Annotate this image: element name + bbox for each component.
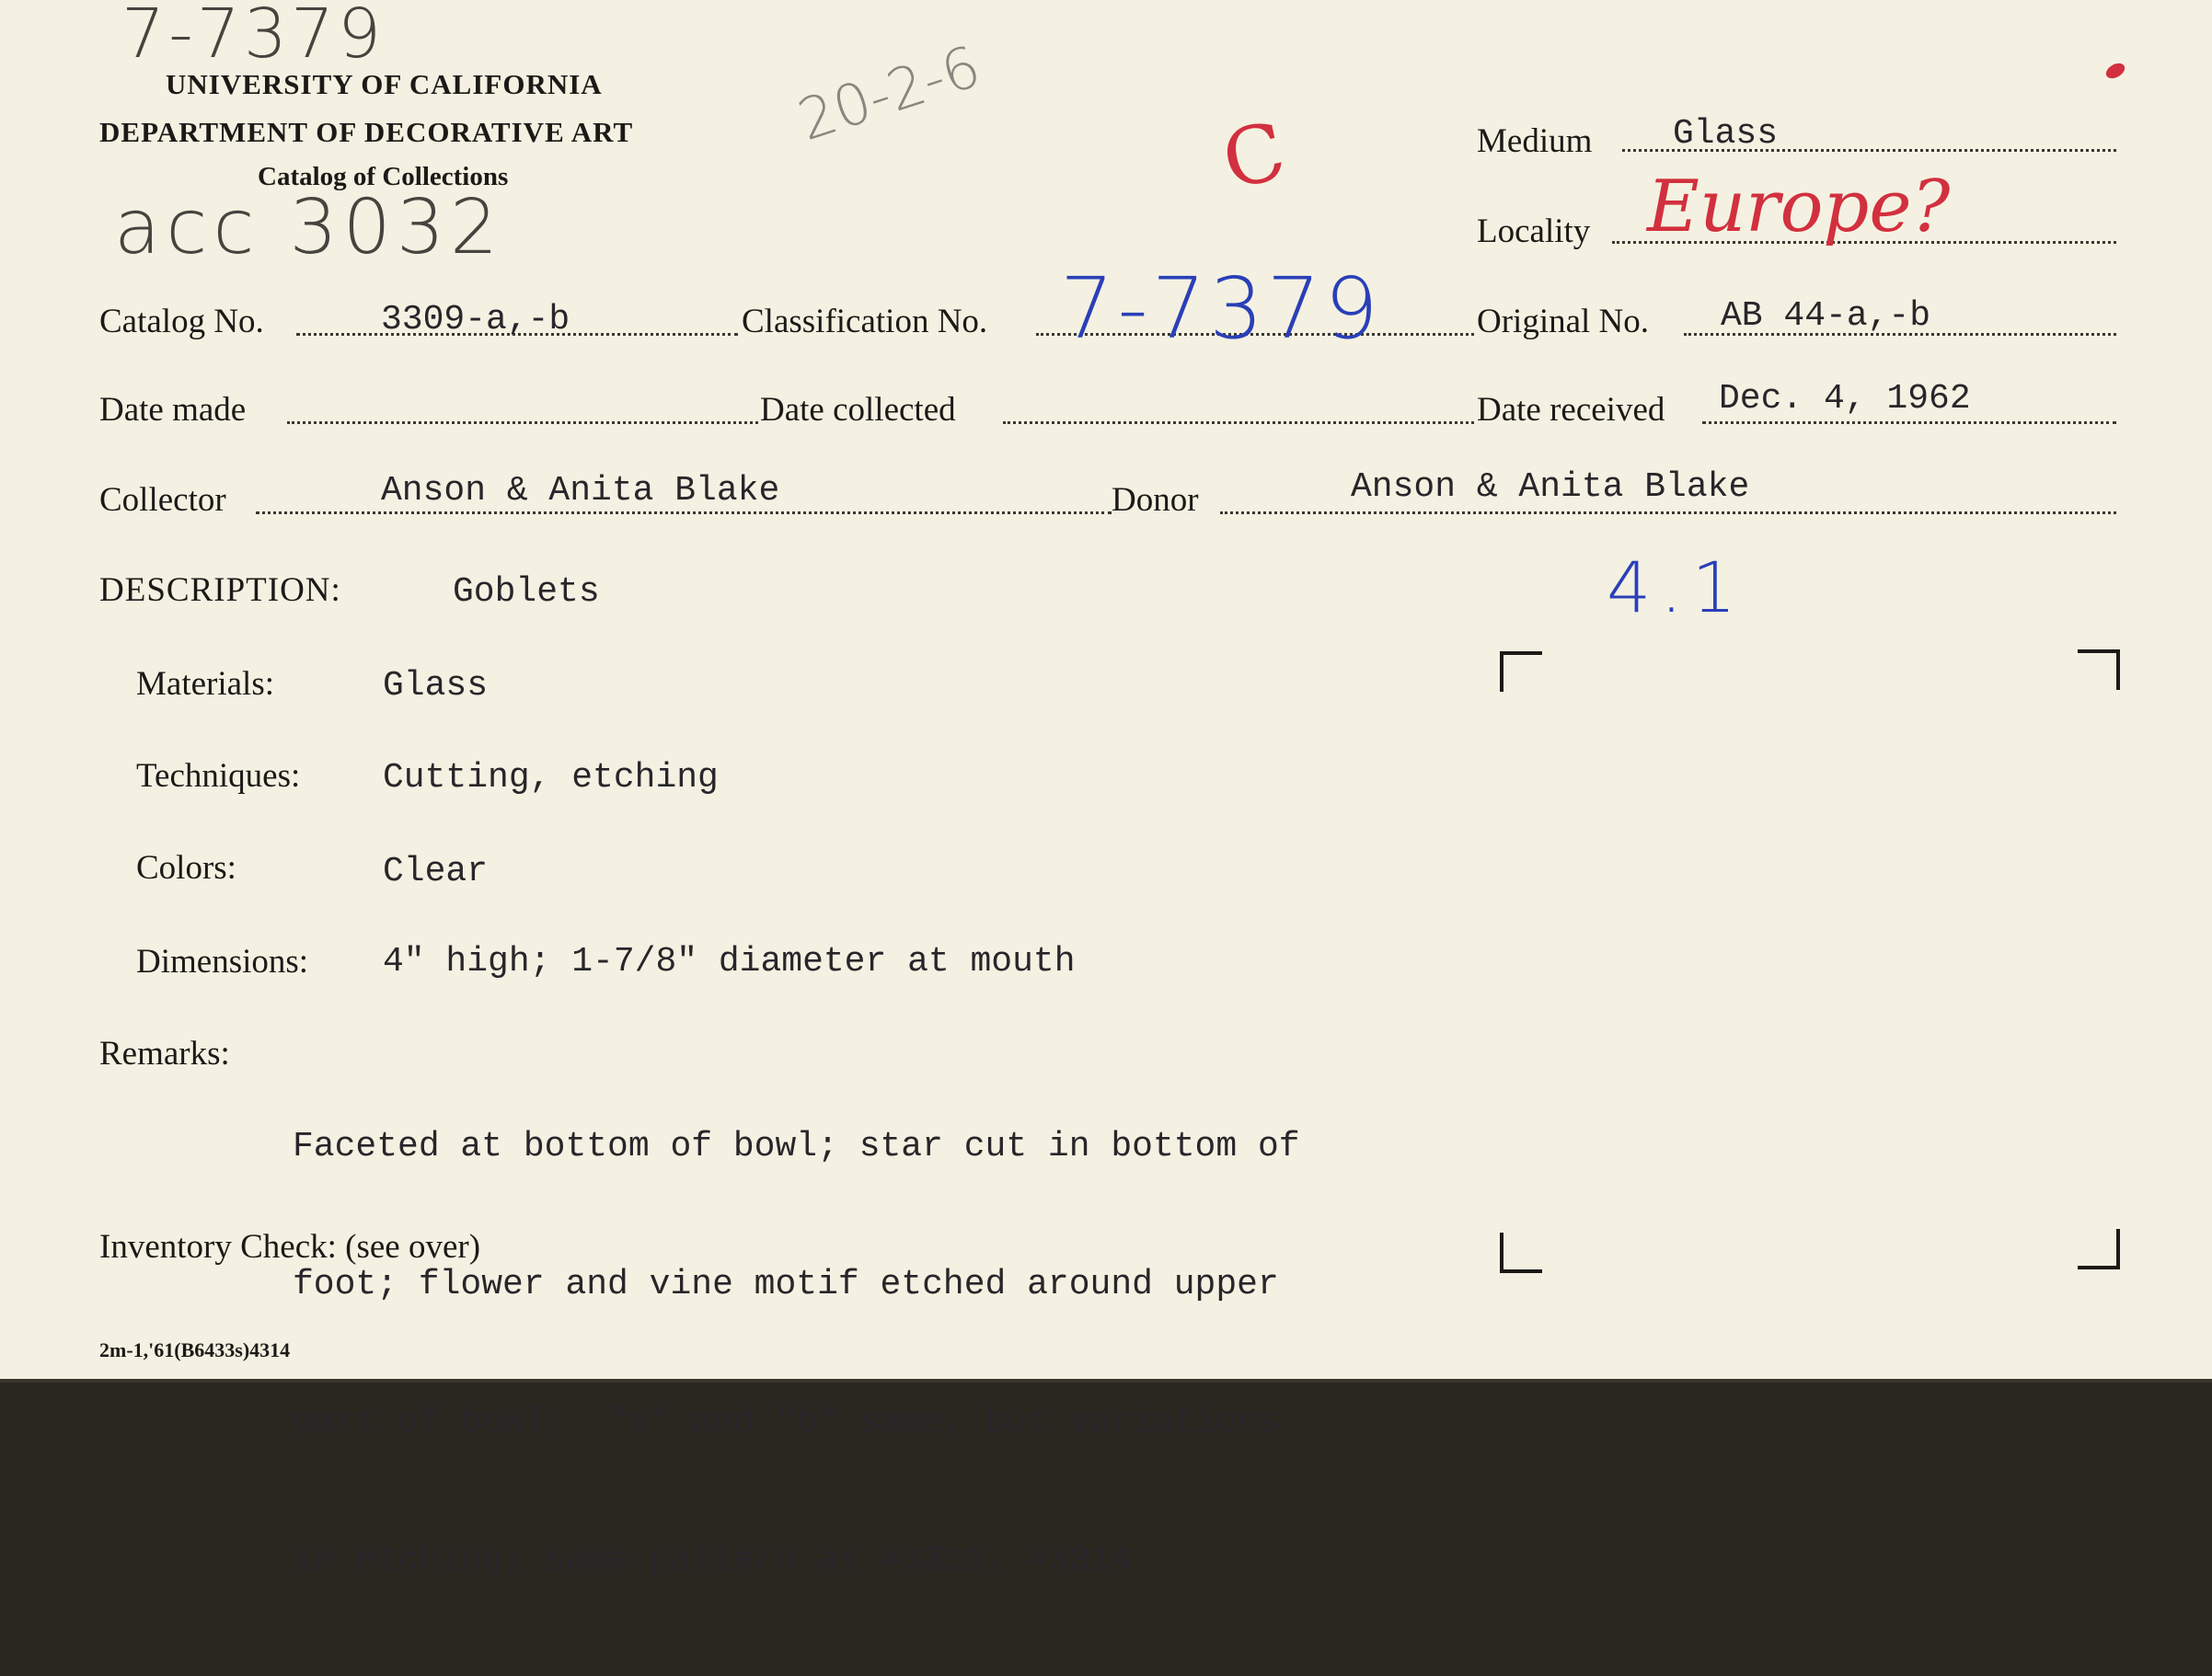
collector-dots bbox=[256, 511, 1112, 514]
photo-frame-corner-bottom-right bbox=[2078, 1229, 2120, 1269]
remarks-line: part of bowl; "a" and "b" same, but variations bbox=[293, 1403, 1279, 1442]
date-collected-label: Date collected bbox=[760, 391, 956, 429]
catalog-no-value: 3309-a,-b bbox=[381, 300, 570, 339]
photo-frame-corner-top-right bbox=[2078, 649, 2120, 690]
original-no-value: AB 44-a,-b bbox=[1721, 296, 1931, 336]
colors-label: Colors: bbox=[136, 849, 236, 887]
donor-dots bbox=[1220, 511, 2116, 514]
materials-value: Glass bbox=[383, 666, 489, 706]
handwritten-top-number: 7-7379 bbox=[121, 0, 386, 74]
remarks-text bbox=[293, 1032, 1300, 1676]
handwritten-pencil-note: 20-2-6 bbox=[789, 32, 988, 155]
description-label: DESCRIPTION: bbox=[99, 571, 341, 609]
inventory-check bbox=[99, 1227, 480, 1267]
handwritten-accession: acc 3032 bbox=[114, 184, 504, 271]
techniques-value: Cutting, etching bbox=[383, 758, 719, 798]
collector-label: Collector bbox=[99, 481, 226, 519]
remarks-line: Faceted at bottom of bowl; star cut in bottom of bbox=[293, 1127, 1300, 1166]
inventory-value: (see over) bbox=[345, 1228, 481, 1266]
donor-value: Anson & Anita Blake bbox=[1351, 467, 1750, 507]
collector-value: Anson & Anita Blake bbox=[381, 471, 780, 511]
date-collected-dots bbox=[1003, 421, 1474, 424]
red-ink-dot bbox=[2103, 60, 2127, 81]
medium-value: Glass bbox=[1673, 114, 1779, 154]
inventory-label: Inventory Check: bbox=[99, 1228, 337, 1266]
colors-value: Clear bbox=[383, 852, 489, 891]
original-no-label: Original No. bbox=[1477, 303, 1650, 340]
date-received-label: Date received bbox=[1477, 391, 1665, 429]
dimensions-label: Dimensions: bbox=[136, 943, 309, 981]
header-catalog-of: Catalog of Collections bbox=[258, 162, 509, 191]
catalog-no-label: Catalog No. bbox=[99, 303, 264, 340]
photo-frame-corner-bottom-left bbox=[1500, 1233, 1542, 1273]
materials-label: Materials: bbox=[136, 665, 275, 703]
donor-label: Donor bbox=[1112, 481, 1199, 519]
handwritten-locality: Europe? bbox=[1647, 166, 1951, 248]
date-received-value: Dec. 4, 1962 bbox=[1719, 379, 1971, 419]
date-made-label: Date made bbox=[99, 391, 247, 429]
handwritten-red-mark: C bbox=[1215, 105, 1294, 208]
remarks-line: foot; flower and vine motif etched around upper bbox=[293, 1265, 1279, 1304]
handwritten-classification-no: 7-7379 bbox=[1060, 259, 1382, 358]
remarks-line: in etching; same pattern as #3311, #3314 bbox=[293, 1541, 1133, 1580]
locality-label: Locality bbox=[1477, 212, 1591, 250]
techniques-label: Techniques: bbox=[136, 757, 301, 795]
classification-no-label: Classification No. bbox=[742, 303, 988, 340]
header-department: DEPARTMENT OF DECORATIVE ART bbox=[99, 116, 634, 148]
header-university: UNIVERSITY OF CALIFORNIA bbox=[166, 68, 603, 100]
handwritten-blue-note: 4.1 bbox=[1607, 546, 1745, 628]
footer-print-code: 2m-1,'61(B6433s)4314 bbox=[99, 1338, 291, 1361]
date-received-dots bbox=[1702, 421, 2116, 424]
photo-frame-corner-top-left bbox=[1500, 651, 1542, 692]
medium-label: Medium bbox=[1477, 122, 1593, 160]
description-value: Goblets bbox=[453, 572, 600, 612]
remarks-label: Remarks: bbox=[99, 1035, 230, 1073]
date-made-dots bbox=[287, 421, 758, 424]
dimensions-value: 4" high; 1-7/8" diameter at mouth bbox=[383, 942, 1076, 981]
